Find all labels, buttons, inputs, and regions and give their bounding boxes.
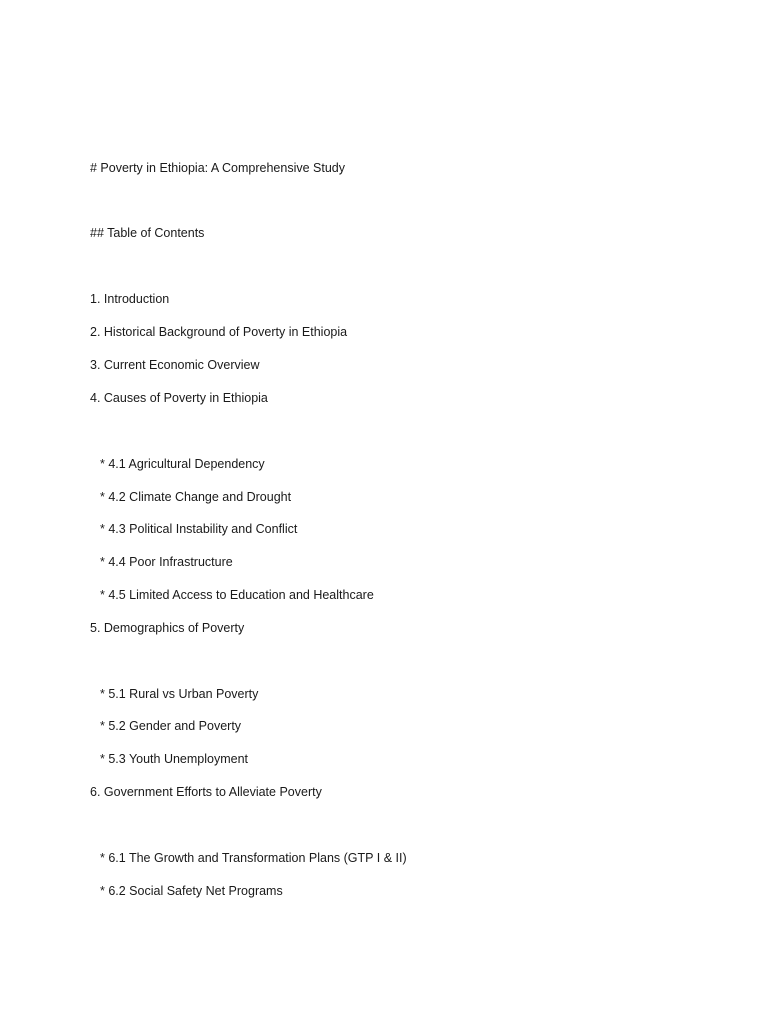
toc-subitem-rural-urban: * 5.1 Rural vs Urban Poverty — [100, 687, 259, 701]
toc-subitem-safety-net: * 6.2 Social Safety Net Programs — [100, 884, 283, 898]
toc-subitem-agricultural-dependency: * 4.1 Agricultural Dependency — [100, 457, 265, 471]
toc-heading: ## Table of Contents — [90, 226, 205, 240]
toc-subitem-gtp: * 6.1 The Growth and Transformation Plans (GTP I & II) — [100, 851, 407, 865]
toc-subitem-youth-unemployment: * 5.3 Youth Unemployment — [100, 752, 249, 766]
toc-subitem-climate-change: * 4.2 Climate Change and Drought — [100, 490, 292, 504]
toc-subitem-poor-infrastructure: * 4.4 Poor Infrastructure — [100, 555, 233, 569]
toc-subitem-education-healthcare: * 4.5 Limited Access to Education and Healthcare — [100, 588, 374, 602]
toc-item-causes: 4. Causes of Poverty in Ethiopia — [90, 391, 268, 405]
toc-item-historical-background: 2. Historical Background of Poverty in Ethiopia — [90, 325, 348, 339]
toc-subitem-gender: * 5.2 Gender and Poverty — [100, 719, 242, 733]
toc-item-government-efforts: 6. Government Efforts to Alleviate Poverty — [90, 785, 322, 799]
toc-item-demographics: 5. Demographics of Poverty — [90, 621, 245, 635]
toc-item-economic-overview: 3. Current Economic Overview — [90, 358, 260, 372]
toc-subitem-political-instability: * 4.3 Political Instability and Conflict — [100, 522, 298, 536]
toc-item-introduction: 1. Introduction — [90, 292, 170, 306]
document-title: # Poverty in Ethiopia: A Comprehensive Study — [90, 161, 346, 175]
